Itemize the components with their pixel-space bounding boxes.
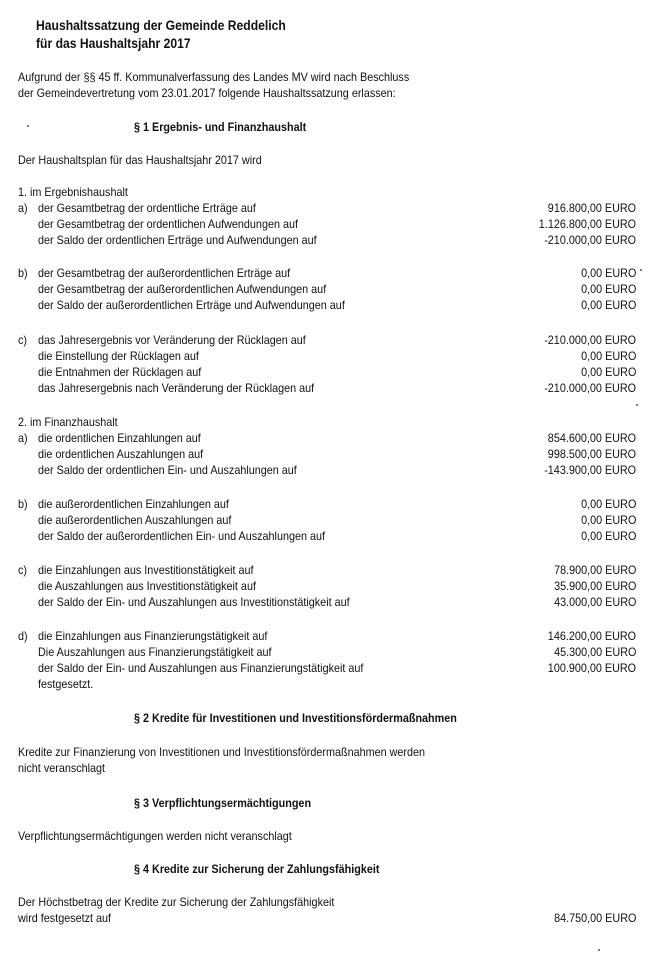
- scan-speck: [27, 125, 29, 127]
- finanz-a-row-text: die ordentlichen Einzahlungen auf: [38, 431, 201, 445]
- finanz-b-row-amount: 0,00 EURO: [580, 529, 636, 543]
- ergebnis-label: 1. im Ergebnishaushalt: [18, 185, 128, 199]
- finanz-b-row-text: der Saldo der außerordentlichen Ein- und Auszahlungen auf: [38, 529, 326, 543]
- finanz-c-row-amount: 43.000,00 EURO: [553, 595, 636, 609]
- ergebnis-c-row-text: die Entnahmen der Rücklagen auf: [38, 365, 202, 379]
- finanz-d-row-amount: 100.900,00 EURO: [547, 661, 636, 675]
- finanz-c-row-amount: 35.900,00 EURO: [553, 579, 636, 593]
- intro-line2: der Gemeindevertretung vom 23.01.2017 folgende Haushaltssatzung erlassen:: [18, 86, 396, 100]
- ergebnis-c-row-amount: 0,00 EURO: [580, 349, 636, 363]
- ergebnis-b-row-amount: 0,00 EURO: [580, 282, 636, 296]
- section4-amount: 84.750,00 EURO: [553, 911, 636, 925]
- finanz-b-row-amount: 0,00 EURO: [580, 513, 636, 527]
- section1-heading: § 1 Ergebnis- und Finanzhaushalt: [134, 120, 307, 134]
- section4-line1: Der Höchstbetrag der Kredite zur Sicherung der Zahlungsfähigkeit: [18, 895, 335, 909]
- ergebnis-a-marker: a): [18, 201, 28, 215]
- ergebnis-b-row-text: der Gesamtbetrag der außerordentlichen Aufwendungen auf: [38, 282, 327, 296]
- finanz-c-row-text: der Saldo der Ein- und Auszahlungen aus Investitionstätigkeit auf: [38, 595, 350, 609]
- section2-heading: § 2 Kredite für Investitionen und Investitionsfördermaßnahmen: [134, 711, 457, 725]
- ergebnis-a-row-text: der Gesamtbetrag der ordentlichen Aufwendungen auf: [38, 217, 298, 231]
- intro-line1: Aufgrund der §§ 45 ff. Kommunalverfassung des Landes MV wird nach Beschluss: [18, 70, 410, 84]
- document-title-line2: für das Haushaltsjahr 2017: [36, 36, 191, 51]
- finanz-b-row-amount: 0,00 EURO: [580, 497, 636, 511]
- finanz-a-row-text: der Saldo der ordentlichen Ein- und Auszahlungen auf: [38, 463, 297, 477]
- section4-line2: wird festgesetzt auf: [18, 911, 112, 925]
- finanz-b-row-text: die außerordentlichen Einzahlungen auf: [38, 497, 229, 511]
- ergebnis-a-row-text: der Saldo der ordentlichen Erträge und Aufwendungen auf: [38, 233, 317, 247]
- ergebnis-b-row-text: der Saldo der außerordentlichen Erträge und Aufwendungen auf: [38, 298, 345, 312]
- ergebnis-b-marker: b): [18, 266, 28, 280]
- section2-line1: Kredite zur Finanzierung von Investitionen und Investitionsfördermaßnahmen werden: [18, 745, 426, 759]
- ergebnis-a-row-amount: -210.000,00 EURO: [544, 233, 636, 247]
- ergebnis-a-row-amount: 1.126.800,00 EURO: [538, 217, 636, 231]
- finanz-c-row-amount: 78.900,00 EURO: [553, 563, 636, 577]
- finanz-b-row-text: die außerordentlichen Auszahlungen auf: [38, 513, 232, 527]
- section3-line1: Verpflichtungsermächtigungen werden nicht veranschlagt: [18, 829, 292, 843]
- document-title-line1: Haushaltssatzung der Gemeinde Reddelich: [36, 18, 286, 33]
- finanz-label: 2. im Finanzhaushalt: [18, 415, 118, 429]
- section3-heading: § 3 Verpflichtungsermächtigungen: [134, 796, 312, 810]
- finanz-c-row-text: die Auszahlungen aus Investitionstätigkeit auf: [38, 579, 256, 593]
- finanz-d-marker: d): [18, 629, 28, 643]
- section4-heading: § 4 Kredite zur Sicherung der Zahlungsfähigkeit: [134, 862, 380, 876]
- ergebnis-a-row-text: der Gesamtbetrag der ordentliche Erträge auf: [38, 201, 256, 215]
- ergebnis-b-row-amount: 0,00 EURO: [580, 298, 636, 312]
- ergebnis-c-row-amount: 0,00 EURO: [580, 365, 636, 379]
- ergebnis-c-row-text: das Jahresergebnis vor Veränderung der Rücklagen auf: [38, 333, 306, 347]
- ergebnis-a-row-amount: 916.800,00 EURO: [547, 201, 636, 215]
- scan-speck: [640, 269, 642, 271]
- finanz-a-row-amount: -143.900,00 EURO: [544, 463, 636, 477]
- ergebnis-b-row-amount: 0,00 EURO: [580, 266, 636, 280]
- ergebnis-c-row-text: die Einstellung der Rücklagen auf: [38, 349, 199, 363]
- ergebnis-c-marker: c): [18, 333, 27, 347]
- finanz-c-marker: c): [18, 563, 27, 577]
- ergebnis-b-row-text: der Gesamtbetrag der außerordentlichen Erträge auf: [38, 266, 291, 280]
- finanz-a-row-amount: 998.500,00 EURO: [547, 447, 636, 461]
- finanz-d-row-text: Die Auszahlungen aus Finanzierungstätigkeit auf: [38, 645, 272, 659]
- finanz-b-marker: b): [18, 497, 28, 511]
- section1-plan-line: Der Haushaltsplan für das Haushaltsjahr 2017 wird: [18, 153, 262, 167]
- finanz-a-row-text: die ordentlichen Auszahlungen auf: [38, 447, 204, 461]
- finanz-d-row-text: der Saldo der Ein- und Auszahlungen aus Finanzierungstätigkeit auf: [38, 661, 364, 675]
- scan-speck: [636, 404, 638, 406]
- section2-line2: nicht veranschlagt: [18, 761, 106, 775]
- finanz-closing: festgesetzt.: [38, 677, 94, 691]
- ergebnis-c-row-amount: -210.000,00 EURO: [544, 381, 636, 395]
- finanz-c-row-text: die Einzahlungen aus Investitionstätigkeit auf: [38, 563, 254, 577]
- finanz-d-row-amount: 146.200,00 EURO: [547, 629, 636, 643]
- finanz-a-marker: a): [18, 431, 28, 445]
- finanz-d-row-amount: 45.300,00 EURO: [553, 645, 636, 659]
- finanz-a-row-amount: 854.600,00 EURO: [547, 431, 636, 445]
- ergebnis-c-row-amount: -210.000,00 EURO: [544, 333, 636, 347]
- ergebnis-c-row-text: das Jahresergebnis nach Veränderung der Rücklagen auf: [38, 381, 315, 395]
- scan-speck: [598, 949, 600, 951]
- finanz-d-row-text: die Einzahlungen aus Finanzierungstätigkeit auf: [38, 629, 268, 643]
